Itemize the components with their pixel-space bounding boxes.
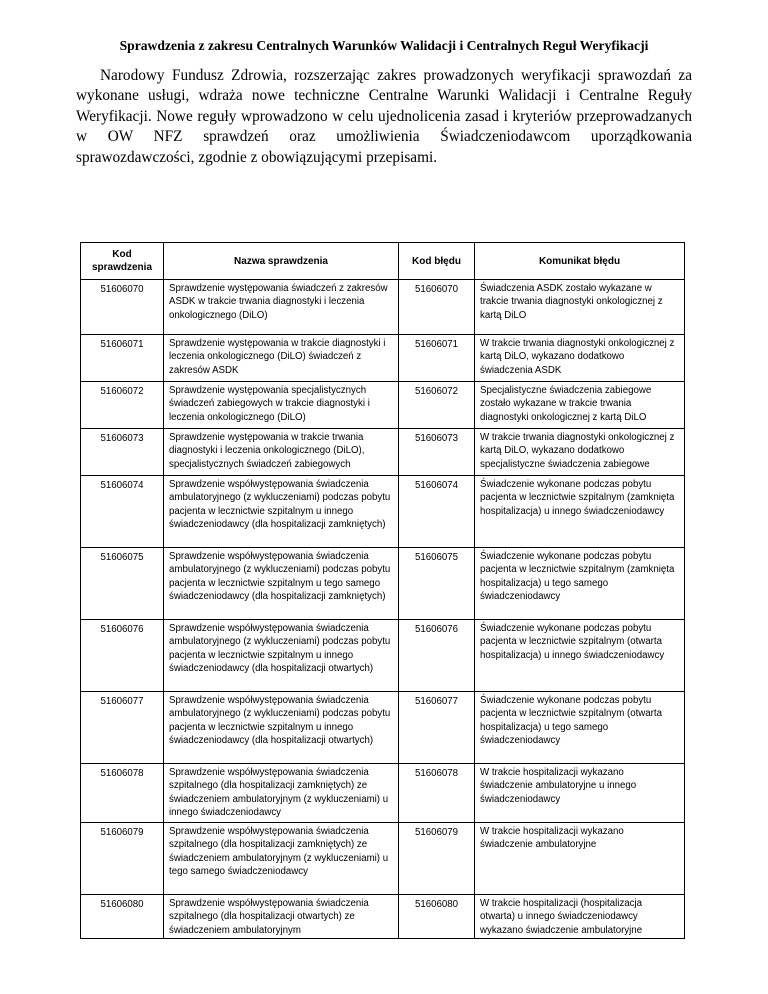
error-code-cell: 51606073 xyxy=(399,429,475,476)
error-code-cell: 51606076 xyxy=(399,620,475,692)
table-row xyxy=(81,692,685,764)
check-code-cell: 51606071 xyxy=(81,335,164,382)
checks-table xyxy=(80,242,685,939)
error-code-cell: 51606079 xyxy=(399,823,475,895)
error-message-cell: Świadczenia ASDK zostało wykazane w trakcie trwania diagnostyki onkologicznej z kartą DiLO xyxy=(475,280,685,335)
header-error-code: Kod błędu xyxy=(399,243,475,280)
table-row xyxy=(81,429,685,476)
error-message-cell: W trakcie hospitalizacji (hospitalizacja otwarta) u innego świadczeniodawcy wykazano świadczenie ambulatoryjne xyxy=(475,895,685,939)
check-name-cell: Sprawdzenie współwystępowania świadczenia ambulatoryjnego (z wykluczeniami) podczas pobytu pacjenta w lecznictwie szpitalnym u tego samego świadczeniodawcy (dla hospitalizacji zamkniętych) xyxy=(164,548,399,620)
error-code-cell: 51606077 xyxy=(399,692,475,764)
check-name-cell: Sprawdzenie występowania świadczeń z zakresów ASDK w trakcie trwania diagnostyki i leczenia onkologicznego (DiLO) xyxy=(164,280,399,335)
check-code-cell: 51606078 xyxy=(81,764,164,823)
intro-paragraph: Narodowy Fundusz Zdrowia, rozszerzając zakres prowadzonych weryfikacji sprawozdań za wykonane usługi, wdraża nowe techniczne Centralne Warunki Walidacji i Centralne Reguły Weryfikacji. Nowe reguły wprowadzono w celu ujednolicenia zasad i kryteriów przeprowadzanych w OW NFZ sprawdzeń oraz umożliwienia Świadczeniodawcom uporządkowania sprawozdawczości, zgodnie z obowiązującymi przepisami. xyxy=(76,67,692,166)
error-code-cell: 51606070 xyxy=(399,280,475,335)
check-name-cell: Sprawdzenie współwystępowania świadczenia szpitalnego (dla hospitalizacji zamkniętych) ze świadczeniem ambulatoryjnym (z wykluczeniami) u tego samego świadczeniodawcy xyxy=(164,823,399,895)
error-message-cell: W trakcie hospitalizacji wykazano świadczenie ambulatoryjne u innego świadczeniodawcy xyxy=(475,764,685,823)
error-code-cell: 51606080 xyxy=(399,895,475,939)
check-code-cell: 51606080 xyxy=(81,895,164,939)
error-code-cell: 51606075 xyxy=(399,548,475,620)
error-message-cell: Świadczenie wykonane podczas pobytu pacjenta w lecznictwie szpitalnym (otwarta hospitalizacja) u tego samego świadczeniodawcy xyxy=(475,692,685,764)
header-check-code: Kod sprawdzenia xyxy=(81,243,164,280)
check-name-cell: Sprawdzenie współwystępowania świadczenia ambulatoryjnego (z wykluczeniami) podczas pobytu pacjenta w lecznictwie szpitalnym u innego świadczeniodawcy (dla hospitalizacji zamkniętych) xyxy=(164,476,399,548)
table-row xyxy=(81,280,685,335)
check-code-cell: 51606073 xyxy=(81,429,164,476)
table-row xyxy=(81,476,685,548)
table-header-row xyxy=(81,243,685,280)
error-message-cell: Specjalistyczne świadczenia zabiegowe zostało wykazane w trakcie trwania diagnostyki onkologicznej z kartą DiLO xyxy=(475,382,685,429)
error-message-cell: Świadczenie wykonane podczas pobytu pacjenta w lecznictwie szpitalnym (zamknięta hospitalizacja) u innego świadczeniodawcy xyxy=(475,476,685,548)
check-name-cell: Sprawdzenie współwystępowania świadczenia ambulatoryjnego (z wykluczeniami) podczas pobytu pacjenta w lecznictwie szpitalnym u innego świadczeniodawcy (dla hospitalizacji otwartych) xyxy=(164,620,399,692)
error-code-cell: 51606072 xyxy=(399,382,475,429)
header-error-message: Komunikat błędu xyxy=(475,243,685,280)
error-message-cell: Świadczenie wykonane podczas pobytu pacjenta w lecznictwie szpitalnym (zamknięta hospitalizacja) u tego samego świadczeniodawcy xyxy=(475,548,685,620)
check-code-cell: 51606079 xyxy=(81,823,164,895)
error-message-cell: W trakcie hospitalizacji wykazano świadczenie ambulatoryjne xyxy=(475,823,685,895)
table-row xyxy=(81,895,685,939)
check-code-cell: 51606072 xyxy=(81,382,164,429)
check-code-cell: 51606075 xyxy=(81,548,164,620)
header-check-name: Nazwa sprawdzenia xyxy=(164,243,399,280)
check-name-cell: Sprawdzenie występowania specjalistycznych świadczeń zabiegowych w trakcie diagnostyki i leczenia onkologicznego (DiLO) xyxy=(164,382,399,429)
error-message-cell: Świadczenie wykonane podczas pobytu pacjenta w lecznictwie szpitalnym (otwarta hospitalizacja) u innego świadczeniodawcy xyxy=(475,620,685,692)
check-code-cell: 51606076 xyxy=(81,620,164,692)
check-code-cell: 51606077 xyxy=(81,692,164,764)
check-name-cell: Sprawdzenie współwystępowania świadczenia ambulatoryjnego (z wykluczeniami) podczas pobytu pacjenta w lecznictwie szpitalnym u innego świadczeniodawcy (dla hospitalizacji otwartych) xyxy=(164,692,399,764)
check-name-cell: Sprawdzenie współwystępowania świadczenia szpitalnego (dla hospitalizacji zamkniętych) ze świadczeniem ambulatoryjnym (z wykluczeniami) u innego świadczeniodawcy xyxy=(164,764,399,823)
error-message-cell: W trakcie trwania diagnostyki onkologicznej z kartą DiLO, wykazano dodatkowo specjalistyczne świadczenia zabiegowe xyxy=(475,429,685,476)
table-row xyxy=(81,335,685,382)
check-name-cell: Sprawdzenie występowania w trakcie diagnostyki i leczenia onkologicznego (DiLO) świadczeń z zakresów ASDK xyxy=(164,335,399,382)
check-name-cell: Sprawdzenie występowania w trakcie trwania diagnostyki i leczenia onkologicznego (DiLO), specjalistycznych świadczeń zabiegowych xyxy=(164,429,399,476)
table-row xyxy=(81,764,685,823)
table-row xyxy=(81,823,685,895)
check-name-cell: Sprawdzenie współwystępowania świadczenia szpitalnego (dla hospitalizacji otwartych) ze świadczeniem ambulatoryjnym xyxy=(164,895,399,939)
error-code-cell: 51606078 xyxy=(399,764,475,823)
table-row xyxy=(81,620,685,692)
check-code-cell: 51606070 xyxy=(81,280,164,335)
document-title: Sprawdzenia z zakresu Centralnych Warunków Walidacji i Centralnych Reguł Weryfikacji xyxy=(119,38,649,53)
error-message-cell: W trakcie trwania diagnostyki onkologicznej z kartą DiLO, wykazano dodatkowo świadczenia ASDK xyxy=(475,335,685,382)
table-row xyxy=(81,382,685,429)
error-code-cell: 51606071 xyxy=(399,335,475,382)
table-row xyxy=(81,548,685,620)
check-code-cell: 51606074 xyxy=(81,476,164,548)
error-code-cell: 51606074 xyxy=(399,476,475,548)
